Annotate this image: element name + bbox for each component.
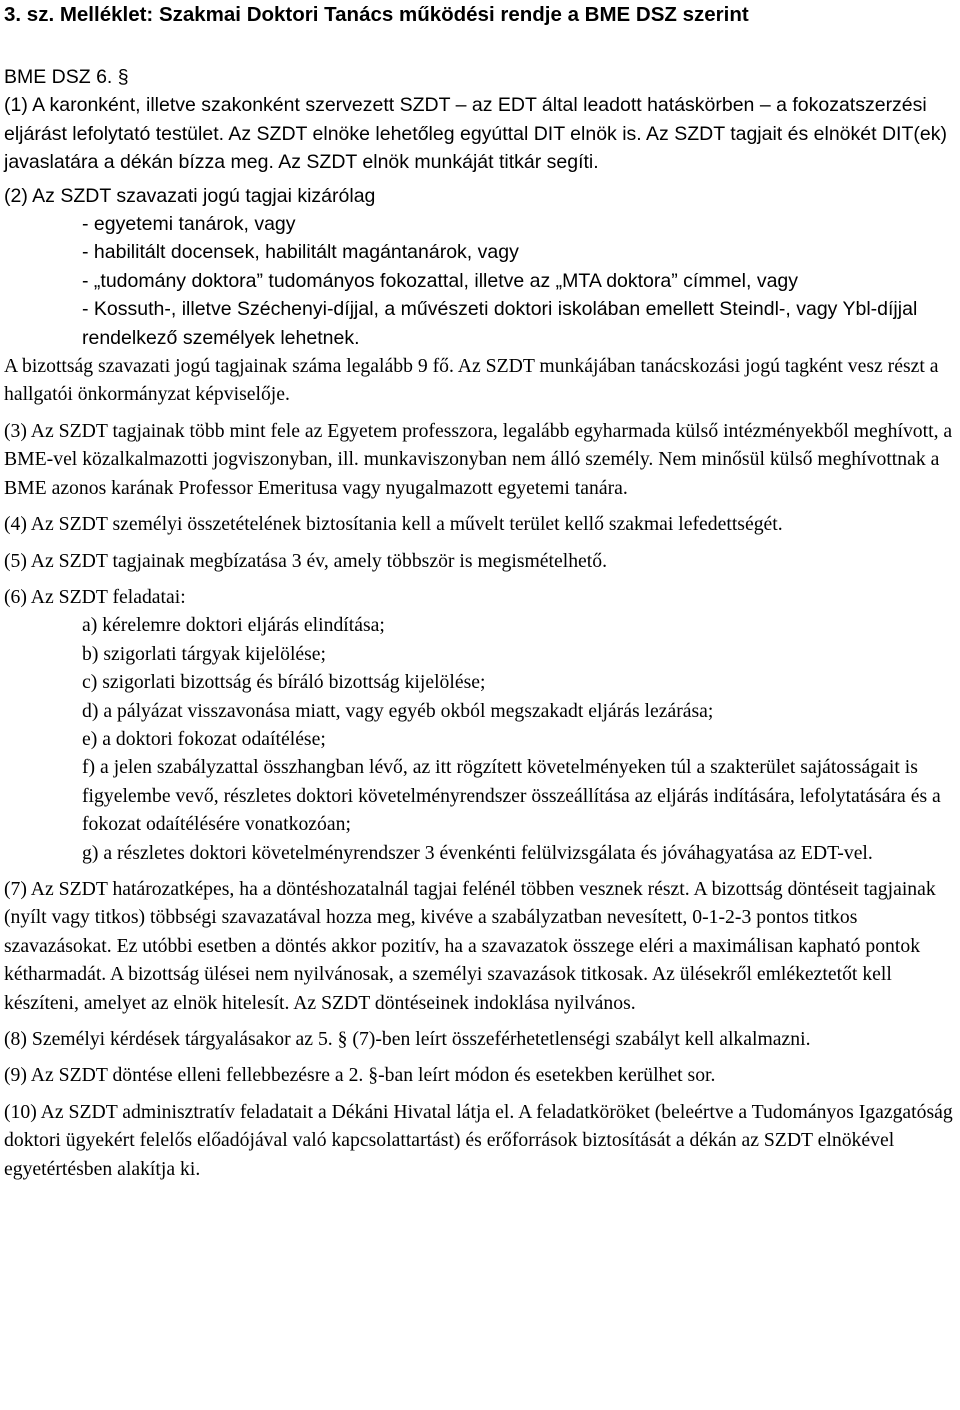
- document-title: 3. sz. Melléklet: Szakmai Doktori Tanács működési rendje a BME DSZ szerint: [4, 3, 749, 26]
- sans-block: [4, 63, 956, 352]
- paragraph-5: (5) Az SZDT tagjainak megbízatása 3 év, amely többször is megismételhető.: [4, 549, 608, 572]
- paragraph-8: (8) Személyi kérdések tárgyalásakor az 5. § (7)-ben leírt összeférhetetlenségi szabályt kell alkalmazni.: [4, 1028, 811, 1050]
- serif-block: [4, 352, 956, 1183]
- list-item: - Kossuth-, illetve Széchenyi-díjjal, a művészeti doktori iskolában emellett Steindl-, vagy Ybl-díjjal rendelkező személyek lehetnek.: [82, 298, 918, 349]
- section-heading: BME DSZ 6. §: [4, 66, 129, 88]
- paragraph-6-list: [4, 611, 956, 867]
- list-item: - egyetemi tanárok, vagy: [82, 213, 296, 236]
- list-item: a) kérelemre doktori eljárás elindítása;: [82, 614, 385, 637]
- paragraph-7: (7) Az SZDT határozatképes, ha a döntéshozatalnál tagjai felénél többen vesznek részt. A bizottság döntéseit tagjainak (nyílt vagy titkos) többségi szavazatával hozza meg, kivéve a szabályzatban nevesített, 0-1-2-3 pontos titkos szavazásokat. Ez utóbbi esetben a döntés akkor pozitív, ha a szavazatok összege eléri a maximálisan kapható pontok kétharmadát. A bizottság ülései nem nyilvánosak, a személyi szavazások titkosak. Az ülésekről emlékeztetőt kell készíteni, amelyet az elnök hitelesít. Az SZDT döntéseinek indoklása nyilvános.: [4, 877, 936, 1014]
- list-item: - habilitált docensek, habilitált magántanárok, vagy: [82, 241, 519, 264]
- paragraph-1: (1) A karonként, illetve szakonként szervezett SZDT – az EDT által leadott hatáskörben – a fokozatszerzési eljárást lefolytató testület. Az SZDT elnöke lehetőleg egyúttal DIT elnök is. Az SZDT tagjait és elnökét DIT(ek) javaslatára a dékán bízza meg. Az SZDT elnök munkáját titkár segíti.: [4, 94, 947, 174]
- paragraph-2-tail: A bizottság szavazati jogú tagjainak száma legalább 9 fő. Az SZDT munkájában tanácskozási jogú tagként vesz részt a hallgatói önkormányzat képviselője.: [4, 355, 939, 406]
- list-item: c) szigorlati bizottság és bíráló bizottság kijelölése;: [82, 671, 486, 694]
- paragraph-3: (3) Az SZDT tagjainak több mint fele az Egyetem professzora, legalább egyharmada külső intézményekből meghívott, a BME-vel közalkalmazotti jogviszonyban, ill. munkaviszonyban nem álló személy. Nem minősül külső meghívottnak a BME azonos karának Professor Emeritusa vagy nyugalmazott egyetemi tanára.: [4, 419, 953, 499]
- paragraph-9: (9) Az SZDT döntése elleni fellebbezésre a 2. §-ban leírt módon és esetekben kerülhet sor.: [4, 1064, 716, 1087]
- paragraph-4: (4) Az SZDT személyi összetételének biztosítania kell a művelt terület kellő szakmai lefedettségét.: [4, 513, 783, 536]
- paragraph-10: (10) Az SZDT adminisztratív feladatait a Dékáni Hivatal látja el. A feladatköröket (beleértve a Tudományos Igazgatóság doktori ügyekért felelős előadójával való kapcsolattartást) és erőforrások biztosítását a dékán az SZDT elnökével egyetértésben alakítja ki.: [4, 1100, 953, 1180]
- list-item: d) a pályázat visszavonása miatt, vagy egyéb okból megszakadt eljárás lezárása;: [82, 699, 714, 722]
- paragraph-6-intro: (6) Az SZDT feladatai:: [4, 585, 186, 608]
- paragraph-2-intro: (2) Az SZDT szavazati jogú tagjai kizárólag: [4, 184, 376, 207]
- list-item: b) szigorlati tárgyak kijelölése;: [82, 642, 327, 665]
- list-item: g) a részletes doktori követelményrendszer 3 évenkénti felülvizsgálata és jóváhagyatása az EDT-vel.: [82, 841, 873, 864]
- list-item: e) a doktori fokozat odaítélése;: [82, 727, 326, 750]
- list-item: f) a jelen szabályzattal összhangban lévő, az itt rögzített követelményeken túl a szakterület sajátosságait is figyelembe vevő, részletes doktori követelményrendszer összeállítása az eljárás indítására, lefolytatására és a fokozat odaítélésére vonatkozóan;: [82, 756, 941, 836]
- paragraph-2-list: [4, 210, 956, 352]
- list-item: - „tudomány doktora” tudományos fokozattal, illetve az „MTA doktora” címmel, vagy: [82, 269, 799, 292]
